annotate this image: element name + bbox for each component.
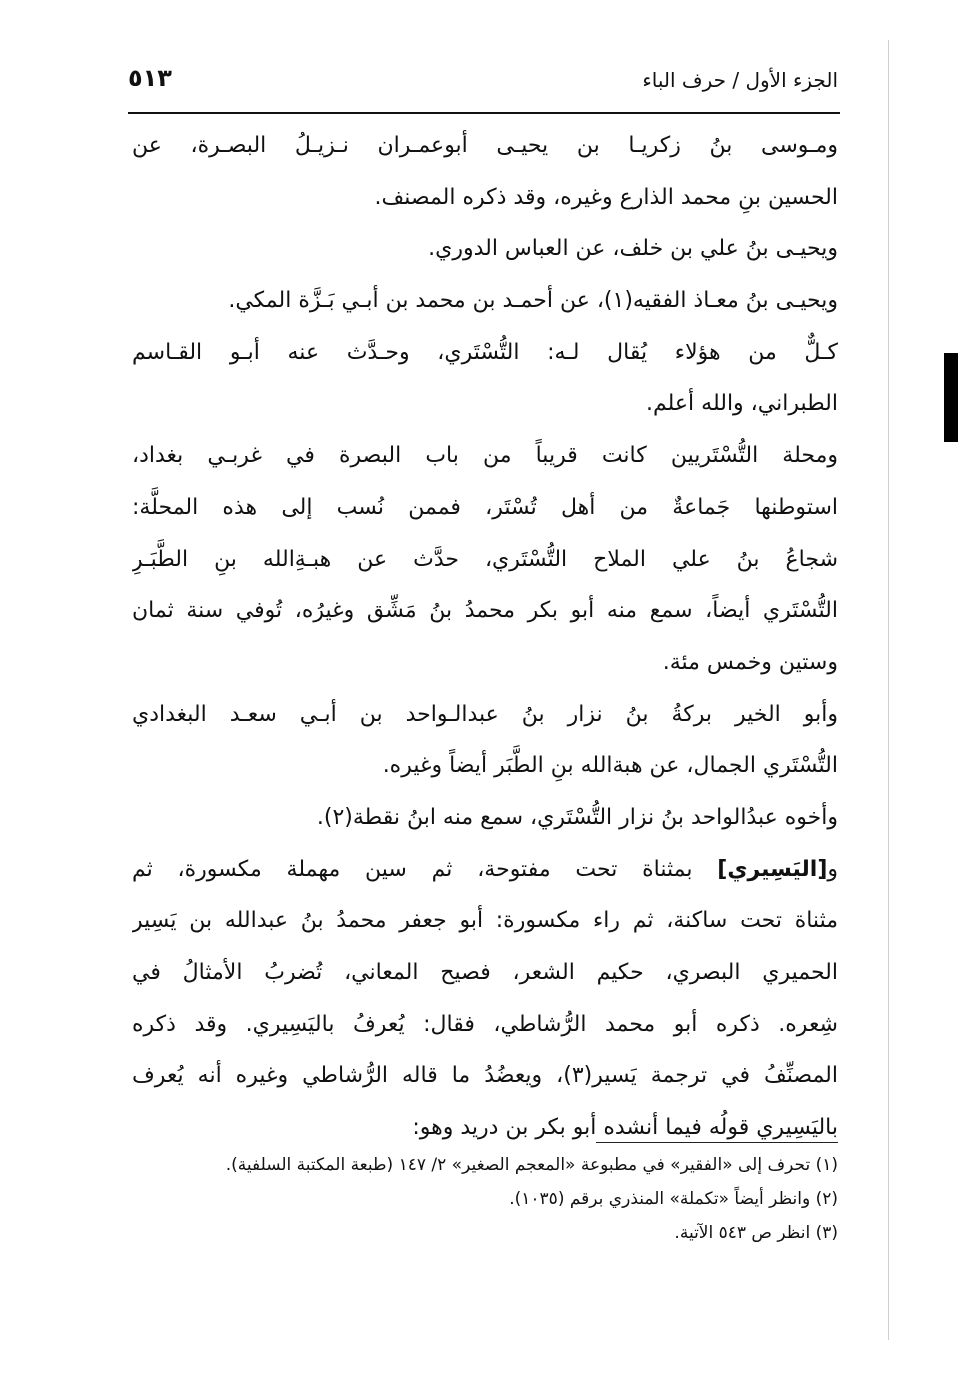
main-text bbox=[132, 120, 838, 1154]
text-line: وأخوه عبدُالواحد بنُ نزار التُّسْتَري، سمع منه ابنُ نقطة(٢). bbox=[316, 804, 838, 830]
page-header bbox=[128, 64, 838, 104]
footnote-3: (٣) انظر ص ٥٤٣ الآتية. bbox=[674, 1223, 838, 1243]
text-line-with-bold-term: و[اليَسِيري] بمثناة تحت مفتوحة، ثم سين مهملة مكسورة، ثم bbox=[132, 856, 838, 882]
running-title: الجزء الأول / حرف الباء bbox=[642, 68, 838, 92]
header-rule bbox=[128, 112, 840, 114]
text-line: ويحيـى بنُ علي بن خلف، عن العباس الدوري. bbox=[428, 236, 838, 262]
footnotes bbox=[225, 1148, 838, 1250]
footnote-rule bbox=[596, 1142, 838, 1143]
text-line: وأبو الخير بركةُ بنُ نزار بنُ عبدالـواحد بن أبـي سعـد البغدادي bbox=[132, 701, 838, 727]
text-line: مثناة تحت ساكنة، ثم راء مكسورة: أبو جعفر محمدُ بنُ عبدالله بن يَسِير bbox=[132, 908, 838, 934]
page-number: ٥١٣ bbox=[128, 64, 172, 92]
page-edge-line bbox=[888, 40, 889, 1340]
text-line: الحسين بنِ محمد الذارع وغيره، وقد ذكره المصنف. bbox=[374, 184, 838, 210]
text-line: وستين وخمس مئة. bbox=[662, 649, 838, 675]
text-line: الحميري البصري، حكيم الشعر، فصيح المعاني، تُضربُ الأمثالُ في bbox=[132, 960, 838, 985]
text-line: استوطنها جَماعةٌ من أهل تُسْتَر، فممن نُسب إلى هذه المحلَّة: bbox=[132, 494, 838, 520]
text-line: شجاعُ بنُ علي الملاح التُّسْتَري، حدَّث عن هبـةِالله بنِ الطَّبَـرِ bbox=[132, 546, 838, 572]
text-line: التُّسْتَري الجمال، عن هبةالله بنِ الطَّبَر أيضاً وغيره. bbox=[382, 753, 838, 779]
text-line: ومـوسى بنُ زكريـا بن يحيـى أبوعمـران نـزيـلُ البصـرة، عن bbox=[132, 133, 838, 158]
footnote-1: (١) تحرف إلى «الفقير» في مطبوعة «المعجم الصغير» ٢/ ١٤٧ (طبعة المكتبة السلفية). bbox=[225, 1155, 838, 1175]
text-line: ومحلة التُّسْتَريين كانت قريباً من باب البصرة في غربـي بغداد، bbox=[132, 443, 838, 469]
text-line: باليَسِيري قولُه فيما أنشده أبو بكر بن دريد وهو: bbox=[412, 1115, 838, 1141]
footnote-2: (٢) وانظر أيضاً «تكملة» المنذري برقم (١٠٣٥). bbox=[509, 1189, 838, 1209]
bracket-term: [اليَسِيري] bbox=[717, 856, 828, 882]
text-line: كـلٌّ من هؤلاء يُقال لـه: التُّسْتَري، وحـدَّث عنه أبـو القـاسم bbox=[132, 339, 838, 365]
text-line: المصنِّفُ في ترجمة يَسير(٣)، ويعضُدُ ما قاله الرُّشاطي وغيره أنه يُعرف bbox=[132, 1063, 838, 1089]
text-line: شِعره. ذكره أبو محمد الرُّشاطي، فقال: يُعرفُ باليَسِيري. وقد ذكره bbox=[132, 1011, 838, 1037]
text-line: الطبراني، والله أعلم. bbox=[646, 391, 838, 417]
text-line: ويحيـى بنُ معـاذ الفقيه(١)، عن أحمـد بن محمد بن أبـي بَـزَّة المكي. bbox=[228, 288, 838, 314]
scan-margin-mark bbox=[944, 353, 958, 442]
text-line: التُّسْتَري أيضاً، سمع منه أبو بكر محمدُ بنُ مَشِّق وغيرُه، تُوفي سنة ثمان bbox=[132, 598, 838, 624]
